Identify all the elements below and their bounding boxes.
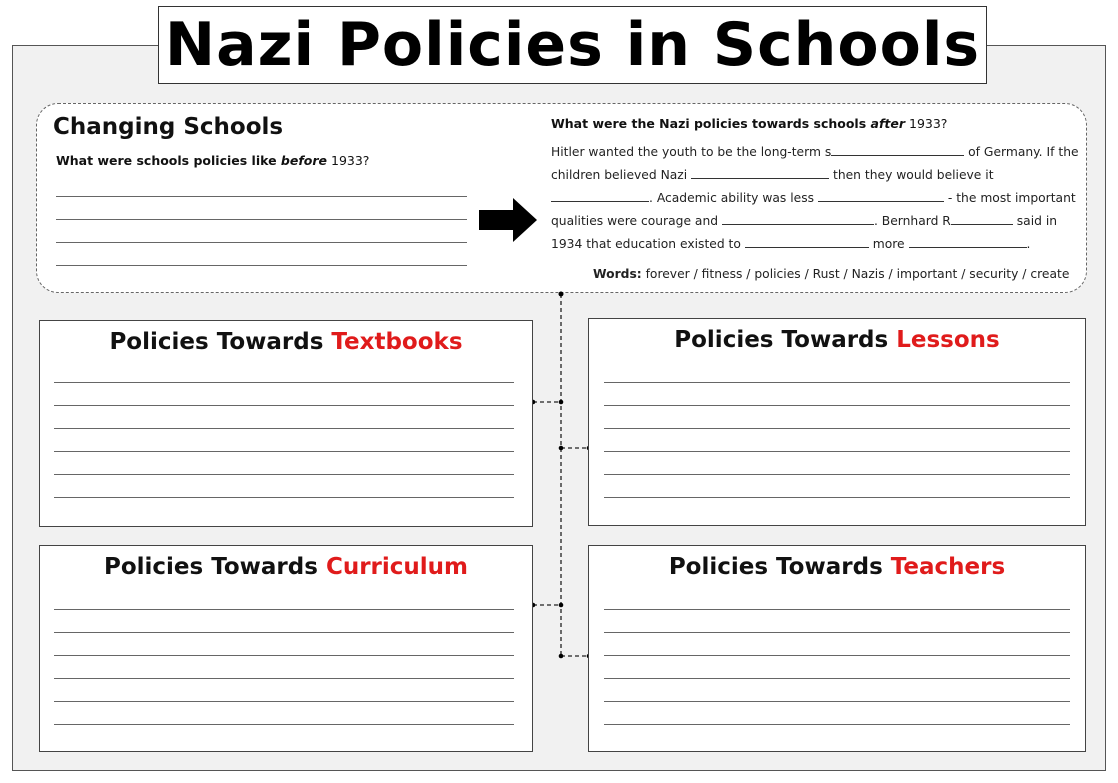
answer-line[interactable] xyxy=(54,724,514,725)
changing-schools-heading: Changing Schools xyxy=(53,114,284,140)
panel-textbooks xyxy=(39,320,533,527)
gapfill-text: Hitler wanted the youth to be the long-term s xyxy=(551,145,832,159)
question-after-year: 1933? xyxy=(905,116,948,131)
answer-line[interactable] xyxy=(604,678,1070,679)
panel-textbooks-heading xyxy=(40,329,532,355)
question-after-emphasis: after xyxy=(870,116,906,131)
panel-curriculum xyxy=(39,545,533,752)
answer-line[interactable] xyxy=(604,382,1070,383)
question-before-text: What were schools policies like xyxy=(56,153,281,168)
word-bank-label: Words: xyxy=(593,267,642,281)
answer-line[interactable] xyxy=(604,405,1070,406)
answer-line[interactable] xyxy=(54,382,514,383)
gapfill-text: . xyxy=(1026,237,1031,251)
word-bank-list: forever / fitness / policies / Rust / Nazis / important / security / create xyxy=(641,267,1070,281)
answer-line[interactable] xyxy=(604,724,1070,725)
answer-line[interactable] xyxy=(54,609,514,610)
panel-lessons-heading xyxy=(589,327,1085,353)
panel-teachers xyxy=(588,545,1086,752)
gapfill-text: more xyxy=(868,237,909,251)
answer-line[interactable] xyxy=(54,497,514,498)
answer-line[interactable] xyxy=(604,428,1070,429)
panel-heading-prefix: Policies Towards xyxy=(109,329,332,355)
panel-heading-prefix: Policies Towards xyxy=(103,554,326,580)
answer-line[interactable] xyxy=(54,678,514,679)
panel-curriculum-heading xyxy=(40,554,532,580)
answer-line[interactable] xyxy=(54,428,514,429)
gapfill-text: of Germany. If the children believed Nazi xyxy=(551,145,1079,182)
panel-heading-accent: Curriculum xyxy=(325,554,468,580)
gapfill-text: . Bernhard R xyxy=(873,214,951,228)
panel-heading-accent: Lessons xyxy=(896,327,1000,353)
panel-lessons xyxy=(588,318,1086,526)
answer-line[interactable] xyxy=(54,655,514,656)
panel-heading-prefix: Policies Towards xyxy=(668,554,891,580)
answer-line[interactable] xyxy=(604,632,1070,633)
answer-line[interactable] xyxy=(604,451,1070,452)
page-title: Nazi Policies in Schools xyxy=(164,10,981,80)
answer-line[interactable] xyxy=(604,497,1070,498)
answer-line[interactable] xyxy=(604,701,1070,702)
gapfill-text: . Academic ability was less xyxy=(649,191,818,205)
answer-line[interactable] xyxy=(604,474,1070,475)
answer-line[interactable] xyxy=(604,609,1070,610)
question-after-text: What were the Nazi policies towards schools xyxy=(551,116,871,131)
gapfill-text: said in 1934 that education existed to xyxy=(551,214,1058,251)
panel-teachers-heading xyxy=(589,554,1085,580)
question-before-year: 1933? xyxy=(327,153,370,168)
gapfill-text: then they would believe it xyxy=(829,168,994,182)
answer-line[interactable] xyxy=(54,451,514,452)
answer-line[interactable] xyxy=(604,655,1070,656)
panel-heading-prefix: Policies Towards xyxy=(674,327,897,353)
question-before-emphasis: before xyxy=(280,153,328,168)
panel-heading-accent: Textbooks xyxy=(331,329,463,355)
answer-line[interactable] xyxy=(54,701,514,702)
answer-line[interactable] xyxy=(54,632,514,633)
answer-line[interactable] xyxy=(54,405,514,406)
gapfill-text: - the most important qualities were courage and xyxy=(551,191,1076,228)
panel-heading-accent: Teachers xyxy=(890,554,1006,580)
answer-line[interactable] xyxy=(54,474,514,475)
